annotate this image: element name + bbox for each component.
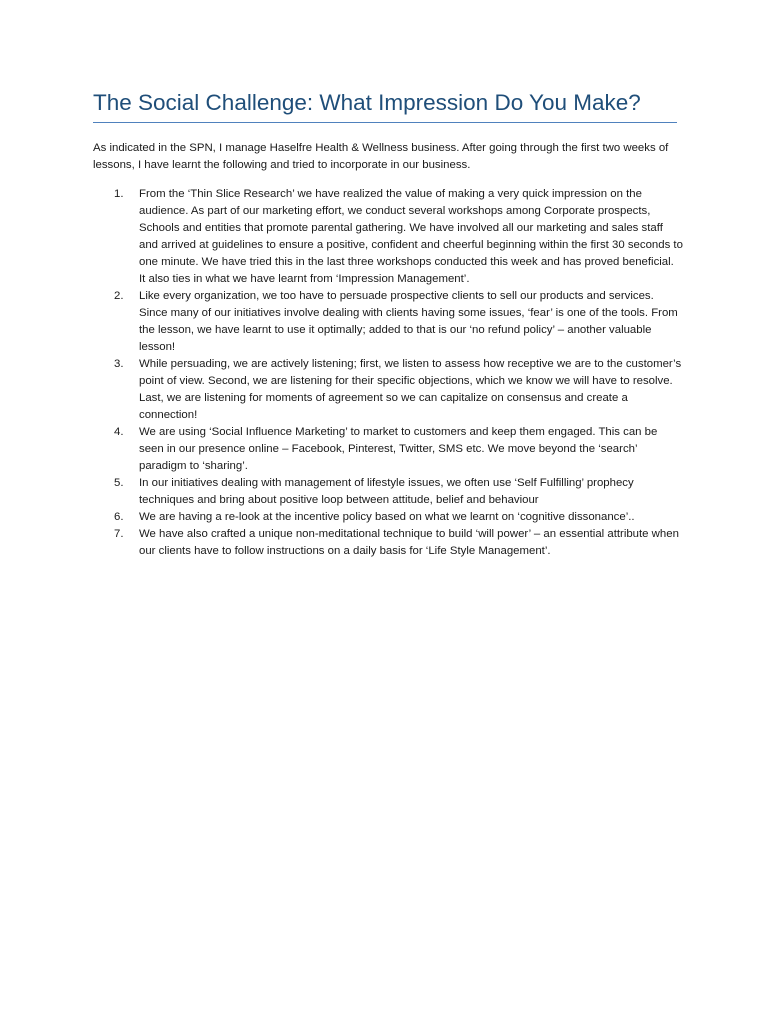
list-item-text: We are using ‘Social Influence Marketing’ to market to customers and keep them engaged. This can be seen in our presence online – Facebook, Pinterest, Twitter, SMS etc. We move beyond the ‘search’ paradigm to ‘sharing’. [139,426,658,472]
list-item-text: While persuading, we are actively listening; first, we listen to assess how receptive we are to the customer’s point of view. Second, we are listening for their specific objections, which we know we will have to resolve. Last, we are listening for moments of agreement so we can capitalize on consensus and create a connection! [139,358,682,421]
list-item-text: We are having a re-look at the incentive policy based on what we learnt on ‘cognitive dissonance’.. [139,511,635,523]
list-item [93,356,683,424]
list-item [93,526,683,560]
list-item-number: 4. [114,426,124,438]
list-item [93,186,683,288]
list-item [93,475,683,509]
list-item-number: 3. [114,358,124,370]
list-item-number: 7. [114,528,124,540]
numbered-list [93,186,683,560]
list-item-text: In our initiatives dealing with management of lifestyle issues, we often use ‘Self Fulfilling’ prophecy techniques and bring about positive loop between attitude, belief and behaviour [139,477,634,506]
intro-paragraph: As indicated in the SPN, I manage Haselfre Health & Wellness business. After going through the first two weeks of lessons, I have learnt the following and tried to incorporate in our business. [93,142,669,171]
list-item-number: 1. [114,188,124,200]
list-item [93,509,683,526]
list-item-text: From the ‘Thin Slice Research’ we have realized the value of making a very quick impression on the audience. As part of our marketing effort, we conduct several workshops among Corporate prospects, Schools and entities that promote parental gathering. We have involved all our marketing and sales staff and arrived at guidelines to ensure a positive, confident and cheerful beginning within the first 30 seconds to one minute. We have tried this in the last three workshops conducted this week and has proved beneficial. It also ties in what we have learnt from ‘Impression Management’. [139,188,683,285]
list-item-number: 2. [114,290,124,302]
list-item-text: Like every organization, we too have to persuade prospective clients to sell our products and services. Since many of our initiatives involve dealing with clients having some issues, ‘fear’ is one of the tools. From the lesson, we have learnt to use it optimally; added to that is our ‘no refund policy’ – another valuable lesson! [139,290,678,353]
list-item [93,288,683,356]
title-divider [93,122,677,123]
list-item-number: 5. [114,477,124,489]
list-item-number: 6. [114,511,124,523]
list-item-text: We have also crafted a unique non-meditational technique to build ‘will power’ – an essential attribute when our clients have to follow instructions on a daily basis for ‘Life Style Management’. [139,528,679,557]
document-title: The Social Challenge: What Impression Do You Make? [93,90,641,115]
list-item [93,424,683,475]
